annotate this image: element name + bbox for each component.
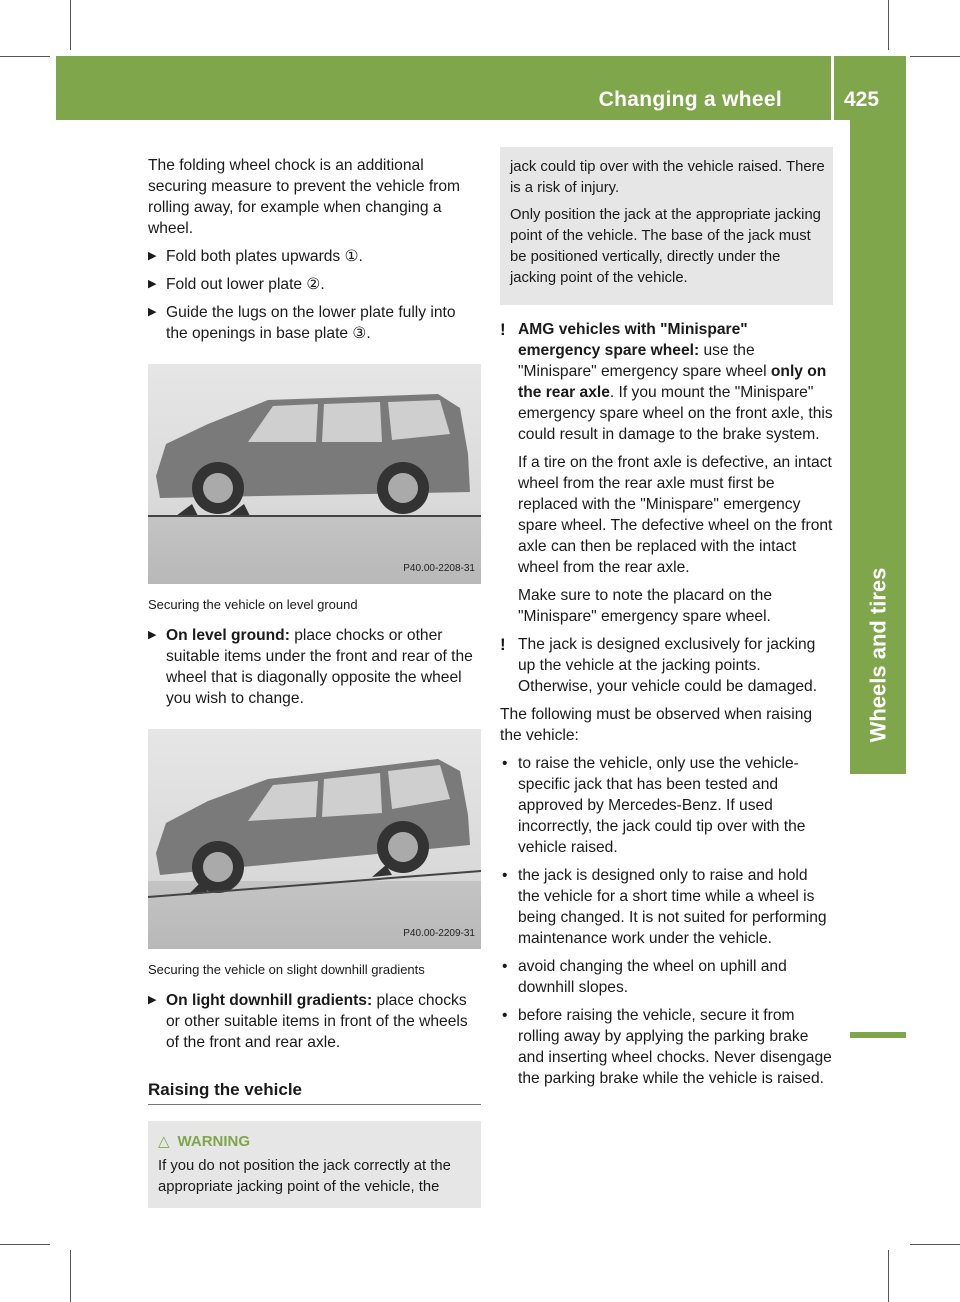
crop-mark <box>888 0 889 50</box>
suv-illustration <box>148 364 481 584</box>
step-item: ▶ Fold out lower plate ②. <box>148 274 481 295</box>
warning-title: △ WARNING <box>158 1133 251 1150</box>
step-item: ▶ On light downhill gradients: place chocks or other suitable items in front of the wheels of the front and rear axle. <box>148 990 481 1053</box>
figure-level-ground <box>148 364 481 584</box>
list-item: • avoid changing the wheel on uphill and downhill slopes. <box>500 956 833 998</box>
header-bar <box>56 56 906 120</box>
crop-mark <box>910 56 960 57</box>
step-item: ▶ On level ground: place chocks or other suitable items under the front and rear of the wheel that is diagonally opposite the wheel you wish to change. <box>148 625 481 709</box>
warning-box <box>148 1121 481 1208</box>
right-column <box>500 155 833 1096</box>
warning-box-continued <box>500 147 833 305</box>
observe-intro: The following must be observed when raising the vehicle: <box>500 706 813 744</box>
intro-paragraph: The folding wheel chock is an additional securing measure to prevent the vehicle from rolling away, for example when changing a wheel. <box>148 157 461 237</box>
crop-mark <box>910 1244 960 1245</box>
exclamation-icon: ! <box>500 635 506 654</box>
crop-mark <box>0 56 50 57</box>
notice-paragraph: Make sure to note the placard on the "Minispare" emergency spare wheel. <box>518 587 772 625</box>
page-number: 425 <box>844 88 880 111</box>
warning-text: Only position the jack at the appropriate jacking point of the vehicle. The base of the jack must be positioned vertically, directly under the jacking point of the vehicle. <box>510 207 821 286</box>
step-item: ▶ Fold both plates upwards ①. <box>148 246 481 267</box>
step-item: ▶ Guide the lugs on the lower plate fully into the openings in base plate ③. <box>148 302 481 344</box>
notice-paragraph: If a tire on the front axle is defective, an intact wheel from the rear axle must first be replaced with the "Minispare" emergency spare wheel. The defective wheel on the front axle can then be replaced with the intact wheel from the rear axle. <box>518 454 833 576</box>
notice-amg: ! AMG vehicles with "Minispare" emergency spare wheel: use the "Minispare" emergency spare wheel only on the rear axle. If you mount the "Minispare" emergency spare wheel on the front axle, this could result in damage to the brake system. If a tire on the front axle is defective, an intact wheel from the rear axle must first be replaced with the "Minispare" emergency spare wheel. The defective wheel on the front axle can then be replaced with the intact wheel from the rear axle. Make sure to note the placard on the "Minispare" emergency spare wheel. <box>500 320 833 625</box>
figure-code: P40.00-2209-31 <box>403 928 475 939</box>
side-tab-label: Wheels and tires <box>865 567 890 743</box>
figure-caption: Securing the vehicle on slight downhill gradients <box>148 962 425 977</box>
left-column <box>148 155 481 1208</box>
crop-mark <box>70 1250 71 1302</box>
page-title: Changing a wheel <box>598 88 782 111</box>
exclamation-icon: ! <box>500 320 506 339</box>
header-separator <box>831 56 834 120</box>
notice-jack: ! The jack is designed exclusively for jacking up the vehicle at the jacking points. Otherwise, your vehicle could be damaged. <box>500 635 818 695</box>
crop-mark <box>888 1250 889 1302</box>
side-tab-gap <box>850 774 906 1032</box>
figure-downhill <box>148 729 481 949</box>
crop-mark <box>70 0 71 50</box>
warning-text: If you do not position the jack correctly at the appropriate jacking point of the vehicle, the <box>158 1158 451 1195</box>
suv-downhill-illustration <box>148 729 481 949</box>
warning-triangle-icon: △ <box>158 1133 170 1150</box>
list-item: • before raising the vehicle, secure it from rolling away by applying the parking brake and inserting wheel chocks. Never disengage the parking brake while the vehicle is raised. <box>500 1005 833 1089</box>
figure-caption: Securing the vehicle on level ground <box>148 597 358 612</box>
warning-text: jack could tip over with the vehicle raised. There is a risk of injury. <box>510 159 825 196</box>
section-heading: Raising the vehicle <box>148 1079 481 1105</box>
figure-code: P40.00-2208-31 <box>403 563 475 574</box>
list-item: • the jack is designed only to raise and hold the vehicle for a short time while a wheel is being changed. It is not suited for performing maintenance work under the vehicle. <box>500 865 833 949</box>
list-item: • to raise the vehicle, only use the vehicle-specific jack that has been tested and approved by Mercedes-Benz. If used incorrectly, the jack could tip over with the vehicle raised. <box>500 753 833 858</box>
crop-mark <box>0 1244 50 1245</box>
